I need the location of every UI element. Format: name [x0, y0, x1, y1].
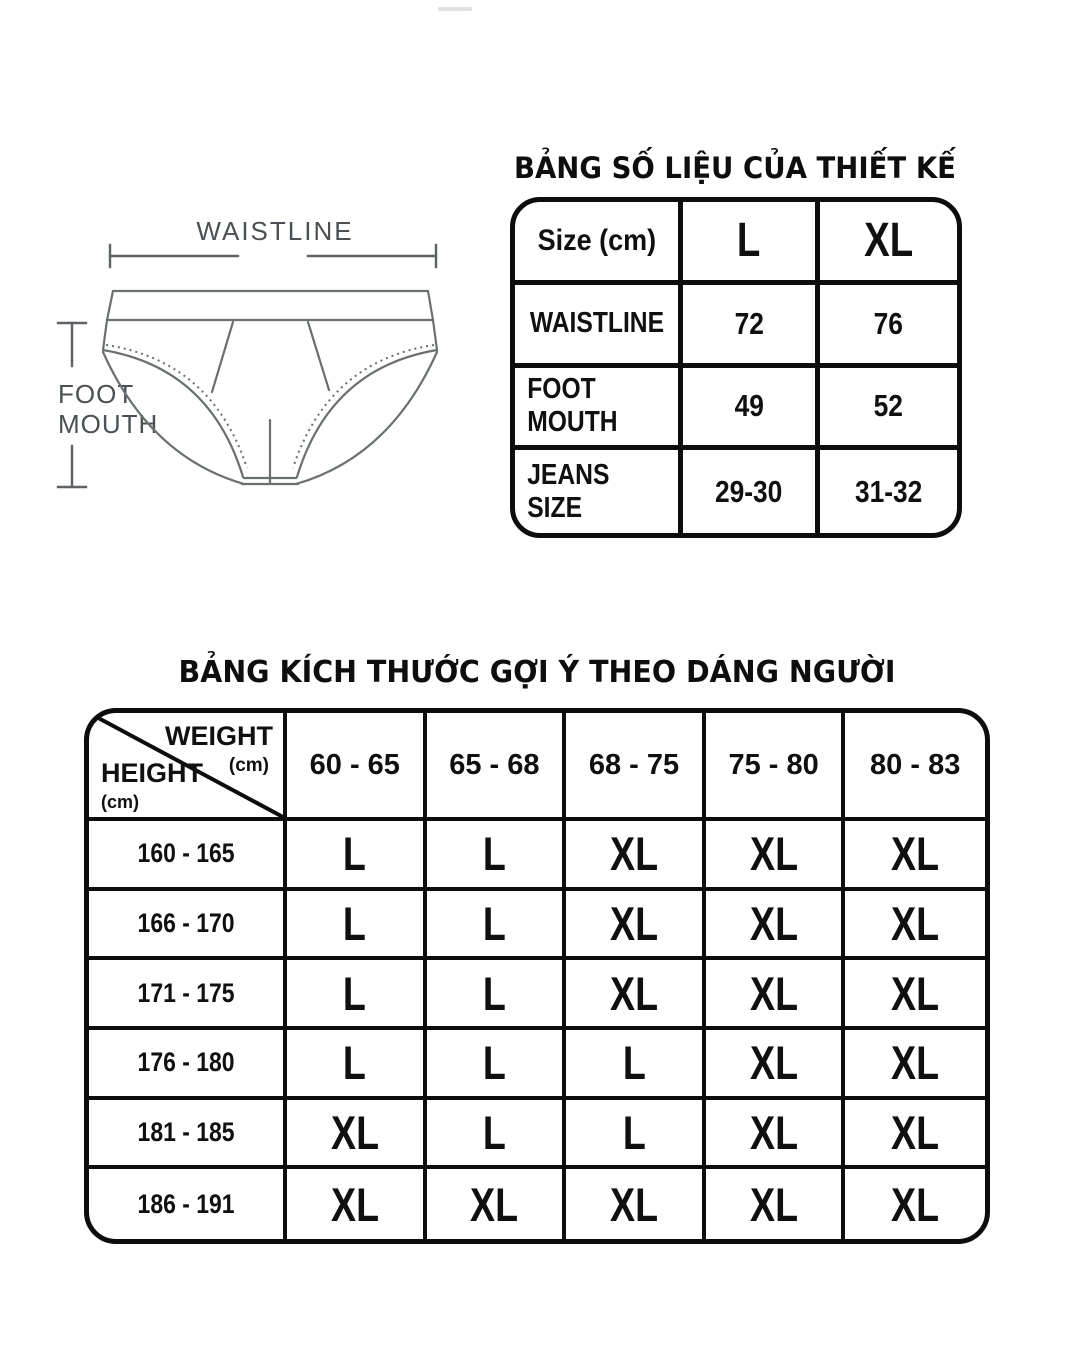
size-cell [427, 821, 567, 891]
weight-col-header-label: 60 - 65 [309, 748, 400, 781]
suggestion-table [84, 708, 990, 1244]
height-row-label: 171 - 175 [137, 977, 235, 1008]
design-value: 52 [873, 388, 904, 424]
design-row-label [515, 368, 683, 451]
size-cell [566, 1100, 706, 1170]
size-value: XL [891, 896, 940, 950]
size-value: L [482, 827, 506, 881]
size-value: L [482, 1105, 506, 1159]
size-cell [427, 960, 567, 1030]
corner-weight-label: WEIGHT [165, 721, 273, 751]
design-value: 49 [734, 388, 764, 424]
foot-mouth-label-line1: FOOT [58, 379, 135, 409]
design-value-cell [683, 450, 820, 533]
design-value: 29-30 [715, 473, 783, 509]
design-value-cell [683, 368, 820, 451]
weight-col-header [706, 713, 846, 821]
height-row-header [89, 1030, 287, 1100]
design-value: 76 [873, 305, 904, 341]
weight-col-header [566, 713, 706, 821]
size-value: L [622, 1036, 646, 1090]
size-value: XL [749, 896, 798, 950]
size-value: XL [891, 966, 940, 1020]
corner-height-unit: (cm) [101, 792, 140, 812]
size-value: L [343, 1036, 367, 1090]
design-row-label-text: WAISTLINE [529, 307, 664, 340]
size-cell [706, 891, 846, 961]
suggestion-table-title: BẢNG KÍCH THƯỚC GỢI Ý THEO DÁNG NGƯỜI [178, 655, 896, 690]
suggestion-corner-cell [89, 713, 287, 821]
size-cell [845, 1100, 985, 1170]
design-value-cell [820, 368, 957, 451]
briefs-measurement-diagram [40, 200, 470, 500]
design-value-cell [683, 285, 820, 368]
weight-col-header-label: 75 - 80 [728, 748, 819, 781]
weight-col-header-label: 65 - 68 [449, 748, 540, 781]
size-cell [845, 1169, 985, 1239]
height-row-header [89, 821, 287, 891]
corner-weight-unit: (cm) [228, 755, 269, 776]
size-value: XL [470, 1177, 519, 1231]
size-cell [427, 1169, 567, 1239]
size-cell [706, 821, 846, 891]
size-cell [566, 1169, 706, 1239]
design-table-title: BẢNG SỐ LIỆU CỦA THIẾT KẾ [513, 151, 956, 185]
top-smudge-artifact [438, 7, 472, 11]
size-cell [287, 1169, 427, 1239]
size-value: L [622, 1105, 646, 1159]
size-value: XL [749, 1036, 798, 1090]
size-cell [566, 821, 706, 891]
size-cell [427, 1100, 567, 1170]
height-row-header [89, 891, 287, 961]
weight-col-header [427, 713, 567, 821]
size-cell [427, 891, 567, 961]
size-cell [427, 1030, 567, 1100]
size-value: XL [749, 827, 798, 881]
size-cell [706, 1169, 846, 1239]
design-value: 31-32 [854, 473, 923, 509]
design-row-label [515, 285, 683, 368]
design-value: 72 [734, 305, 764, 341]
weight-col-header-label: 68 - 75 [588, 748, 680, 781]
waistline-measure-line [110, 245, 436, 267]
size-value: XL [609, 896, 659, 950]
waistline-label: WAISTLINE [196, 216, 354, 246]
foot-mouth-label-line2: MOUTH [58, 409, 159, 439]
size-cell [566, 1030, 706, 1100]
size-value: L [482, 896, 506, 950]
size-value: XL [891, 1177, 940, 1231]
design-row-label-text: FOOT MOUTH [527, 373, 618, 439]
size-value: XL [609, 966, 659, 1020]
size-value: XL [749, 966, 798, 1020]
size-value: L [343, 966, 367, 1020]
size-value: XL [609, 827, 659, 881]
size-cell [706, 1100, 846, 1170]
size-cell [845, 821, 985, 891]
size-value: XL [891, 1036, 940, 1090]
design-row-label [515, 450, 683, 533]
height-row-label: 181 - 185 [137, 1116, 235, 1147]
height-row-label: 176 - 180 [137, 1047, 235, 1078]
design-table [510, 197, 962, 538]
size-cell [287, 1100, 427, 1170]
size-value: L [343, 827, 367, 881]
size-value: L [343, 896, 367, 950]
design-col-header-l-label: L [737, 214, 761, 268]
weight-col-header [845, 713, 985, 821]
size-cell [287, 891, 427, 961]
design-col-header-xl-label: XL [863, 214, 914, 268]
weight-col-header [287, 713, 427, 821]
design-value-cell [820, 285, 957, 368]
design-col-header-size-label: Size (cm) [537, 223, 656, 257]
size-cell [845, 891, 985, 961]
size-value: XL [749, 1177, 798, 1231]
size-value: XL [891, 827, 940, 881]
design-row-label-text: JEANS SIZE [527, 458, 610, 524]
size-cell [287, 1030, 427, 1100]
corner-height-label: HEIGHT [101, 758, 204, 788]
size-cell [566, 891, 706, 961]
height-row-label: 160 - 165 [137, 838, 235, 869]
height-row-label: 186 - 191 [137, 1188, 235, 1219]
height-row-header [89, 960, 287, 1030]
height-row-header [89, 1169, 287, 1239]
size-value: XL [609, 1177, 659, 1231]
weight-col-header-label: 80 - 83 [870, 748, 961, 781]
size-cell [845, 1030, 985, 1100]
size-value: XL [330, 1177, 379, 1231]
size-cell [706, 960, 846, 1030]
briefs-outline-drawing [103, 291, 437, 484]
size-cell [845, 960, 985, 1030]
size-cell [287, 821, 427, 891]
size-cell [706, 1030, 846, 1100]
size-cell [566, 960, 706, 1030]
height-row-label: 166 - 170 [137, 907, 235, 938]
size-value: L [482, 1036, 506, 1090]
size-value: XL [330, 1105, 379, 1159]
size-cell [287, 960, 427, 1030]
size-value: XL [749, 1105, 798, 1159]
design-col-header-l [683, 202, 820, 285]
design-col-header-xl [820, 202, 957, 285]
height-row-header [89, 1100, 287, 1170]
design-col-header-size [515, 202, 683, 285]
design-value-cell [820, 450, 957, 533]
size-value: XL [891, 1105, 940, 1159]
size-value: L [482, 966, 506, 1020]
